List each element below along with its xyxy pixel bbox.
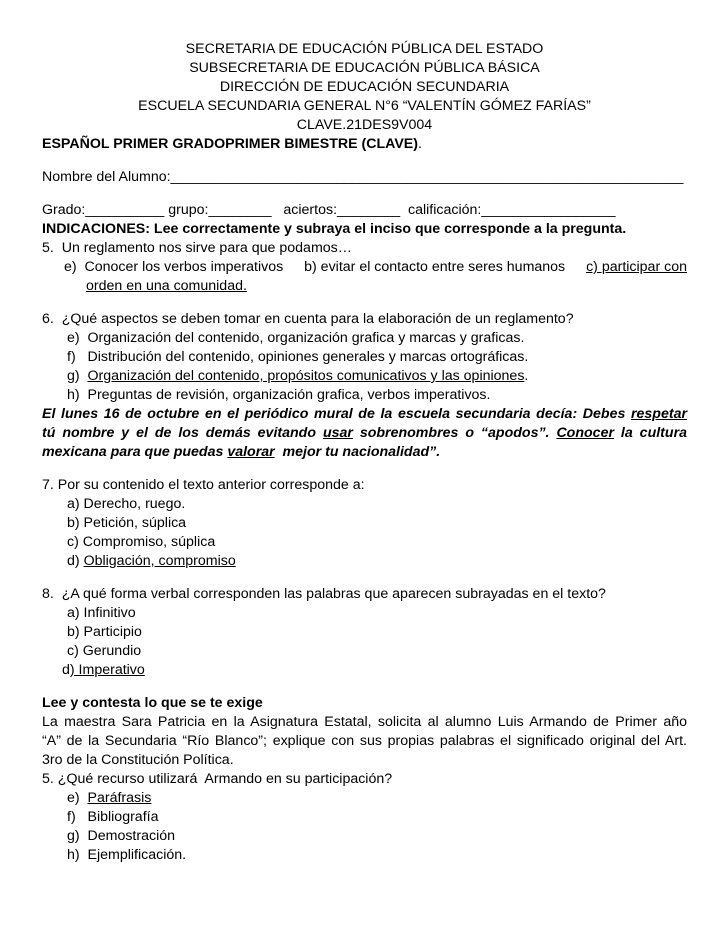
q6-option-e[interactable]: e) Organización del contenido, organización grafica y marcas y graficas. (67, 330, 525, 346)
q8-option-d[interactable] (42, 661, 687, 680)
q5a-option-b[interactable]: b) evitar el contacto entre seres humanos (304, 259, 566, 275)
question-7 (42, 476, 687, 571)
passage-word-conocer: Conocer (556, 425, 614, 441)
exam-title (42, 135, 687, 154)
q7-option-b[interactable]: b) Petición, súplica (67, 515, 187, 531)
q6-option-g-label: g) (67, 368, 88, 384)
q6-option-g[interactable] (42, 367, 687, 386)
passage-line-1 (42, 405, 687, 424)
question-5a-options (42, 258, 687, 277)
question-5a (42, 239, 687, 296)
question-5a-stem: 5. Un reglamento nos sirve para que podamos… (42, 240, 352, 256)
exam-title-text: ESPAÑOL PRIMER GRADOPRIMER BIMESTRE (CLAVE) (42, 136, 418, 152)
header-line-3: DIRECCIÓN DE EDUCACIÓN SECUNDARIA (219, 79, 510, 95)
q5b-option-g[interactable]: g) Demostración (67, 828, 176, 844)
passage-line-2 (42, 424, 687, 443)
passage-text-6: mejor tu nacionalidad”. (274, 444, 441, 460)
mural-passage (42, 405, 687, 462)
passage-text-4: la cultura (613, 425, 687, 441)
q5b-option-e[interactable] (42, 789, 687, 808)
q7-option-d-text: Obligación, compromiso (83, 553, 236, 569)
q6-option-g-end: . (524, 368, 529, 384)
exam-page (42, 40, 687, 865)
passage-text-5: mexicana para que puedas (42, 444, 228, 460)
q5b-option-e-text: Paráfrasis (87, 790, 152, 806)
q8-option-a[interactable]: a) Infinitivo (67, 605, 136, 621)
q6-option-f[interactable]: f) Distribución del contenido, opiniones generales y marcas ortográficas. (67, 349, 529, 365)
passage-line-3 (42, 443, 687, 462)
q5b-option-e-label: e) (67, 790, 88, 806)
q5b-option-f[interactable]: f) Bibliografía (67, 809, 159, 825)
q5a-option-c-continued[interactable]: orden en una comunidad. (86, 278, 247, 294)
passage-text-3: sobrenombres o “apodos”. (352, 425, 557, 441)
header-line-1: SECRETARIA DE EDUCACIÓN PÚBLICA DEL ESTADO (185, 41, 544, 57)
q6-option-h[interactable]: h) Preguntas de revisión, organización grafica, verbos imperativos. (67, 387, 491, 403)
q7-option-d[interactable] (42, 552, 687, 571)
question-5b (42, 770, 687, 865)
grade-group-score-fields[interactable]: Grado:__________ grupo:________ aciertos:________ calificación:_________________ (42, 202, 616, 218)
question-5b-stem: 5. ¿Qué recurso utilizará Armando en su participación? (42, 771, 393, 787)
q5a-option-c[interactable]: c) participar con (586, 259, 687, 275)
passage-word-usar: usar (322, 425, 353, 441)
section-2 (42, 694, 687, 770)
header-line-2: SUBSECRETARIA DE EDUCACIÓN PÚBLICA BÁSICA (189, 60, 540, 76)
exam-title-end: . (418, 136, 422, 152)
q7-option-d-label: d) (67, 553, 84, 569)
section-2-line-1: La maestra Sara Patricia en la Asignatura Estatal, solicita al alumno Luis Armando de Primer año (42, 714, 687, 730)
q6-option-g-text: Organización del contenido, propósitos comunicativos y las opiniones (87, 368, 525, 384)
question-7-stem: 7. Por su contenido el texto anterior corresponde a: (42, 477, 365, 493)
school-header (42, 40, 687, 135)
q7-option-c[interactable]: c) Compromiso, súplica (67, 534, 216, 550)
passage-text-1: El lunes 16 de octubre en el periódico mural de la escuela secundaria decía: Debes (42, 406, 631, 422)
passage-word-respetar: respetar (631, 406, 687, 422)
passage-word-valorar: valorar (227, 444, 275, 460)
section-2-title: Lee y contesta lo que se te exige (42, 695, 263, 711)
q5a-option-e[interactable]: e) Conocer los verbos imperativos (64, 259, 284, 275)
q8-option-d-label: d (62, 662, 70, 678)
question-8 (42, 585, 687, 680)
passage-text-2: tú nombre y el de los demás evitando (42, 425, 323, 441)
section-2-line-2: “A” de la Secundaria “Río Blanco”; explique con sus propias palabras el significado original del Art. (42, 733, 687, 749)
instructions: INDICACIONES: Lee correctamente y subraya el inciso que corresponde a la pregunta. (42, 221, 627, 237)
question-8-stem: 8. ¿A qué forma verbal corresponden las palabras que aparecen subrayadas en el texto? (42, 586, 606, 602)
question-6 (42, 310, 687, 405)
q7-option-a[interactable]: a) Derecho, ruego. (67, 496, 186, 512)
student-name-field[interactable]: Nombre del Alumno:_________________________________________________________________ (42, 169, 684, 185)
q8-option-d-text: ) Imperativo (69, 662, 145, 678)
section-2-line-3: 3ro de la Constitución Política. (42, 752, 234, 768)
header-line-4: ESCUELA SECUNDARIA GENERAL N°6 “VALENTÍN GÓMEZ FARÍAS” (138, 98, 591, 114)
q8-option-c[interactable]: c) Gerundio (67, 643, 142, 659)
q5b-option-h[interactable]: h) Ejemplificación. (67, 847, 187, 863)
q8-option-b[interactable]: b) Participio (67, 624, 142, 640)
header-line-5: CLAVE.21DES9V004 (296, 117, 433, 133)
question-6-stem: 6. ¿Qué aspectos se deben tomar en cuenta para la elaboración de un reglamento? (42, 311, 574, 327)
